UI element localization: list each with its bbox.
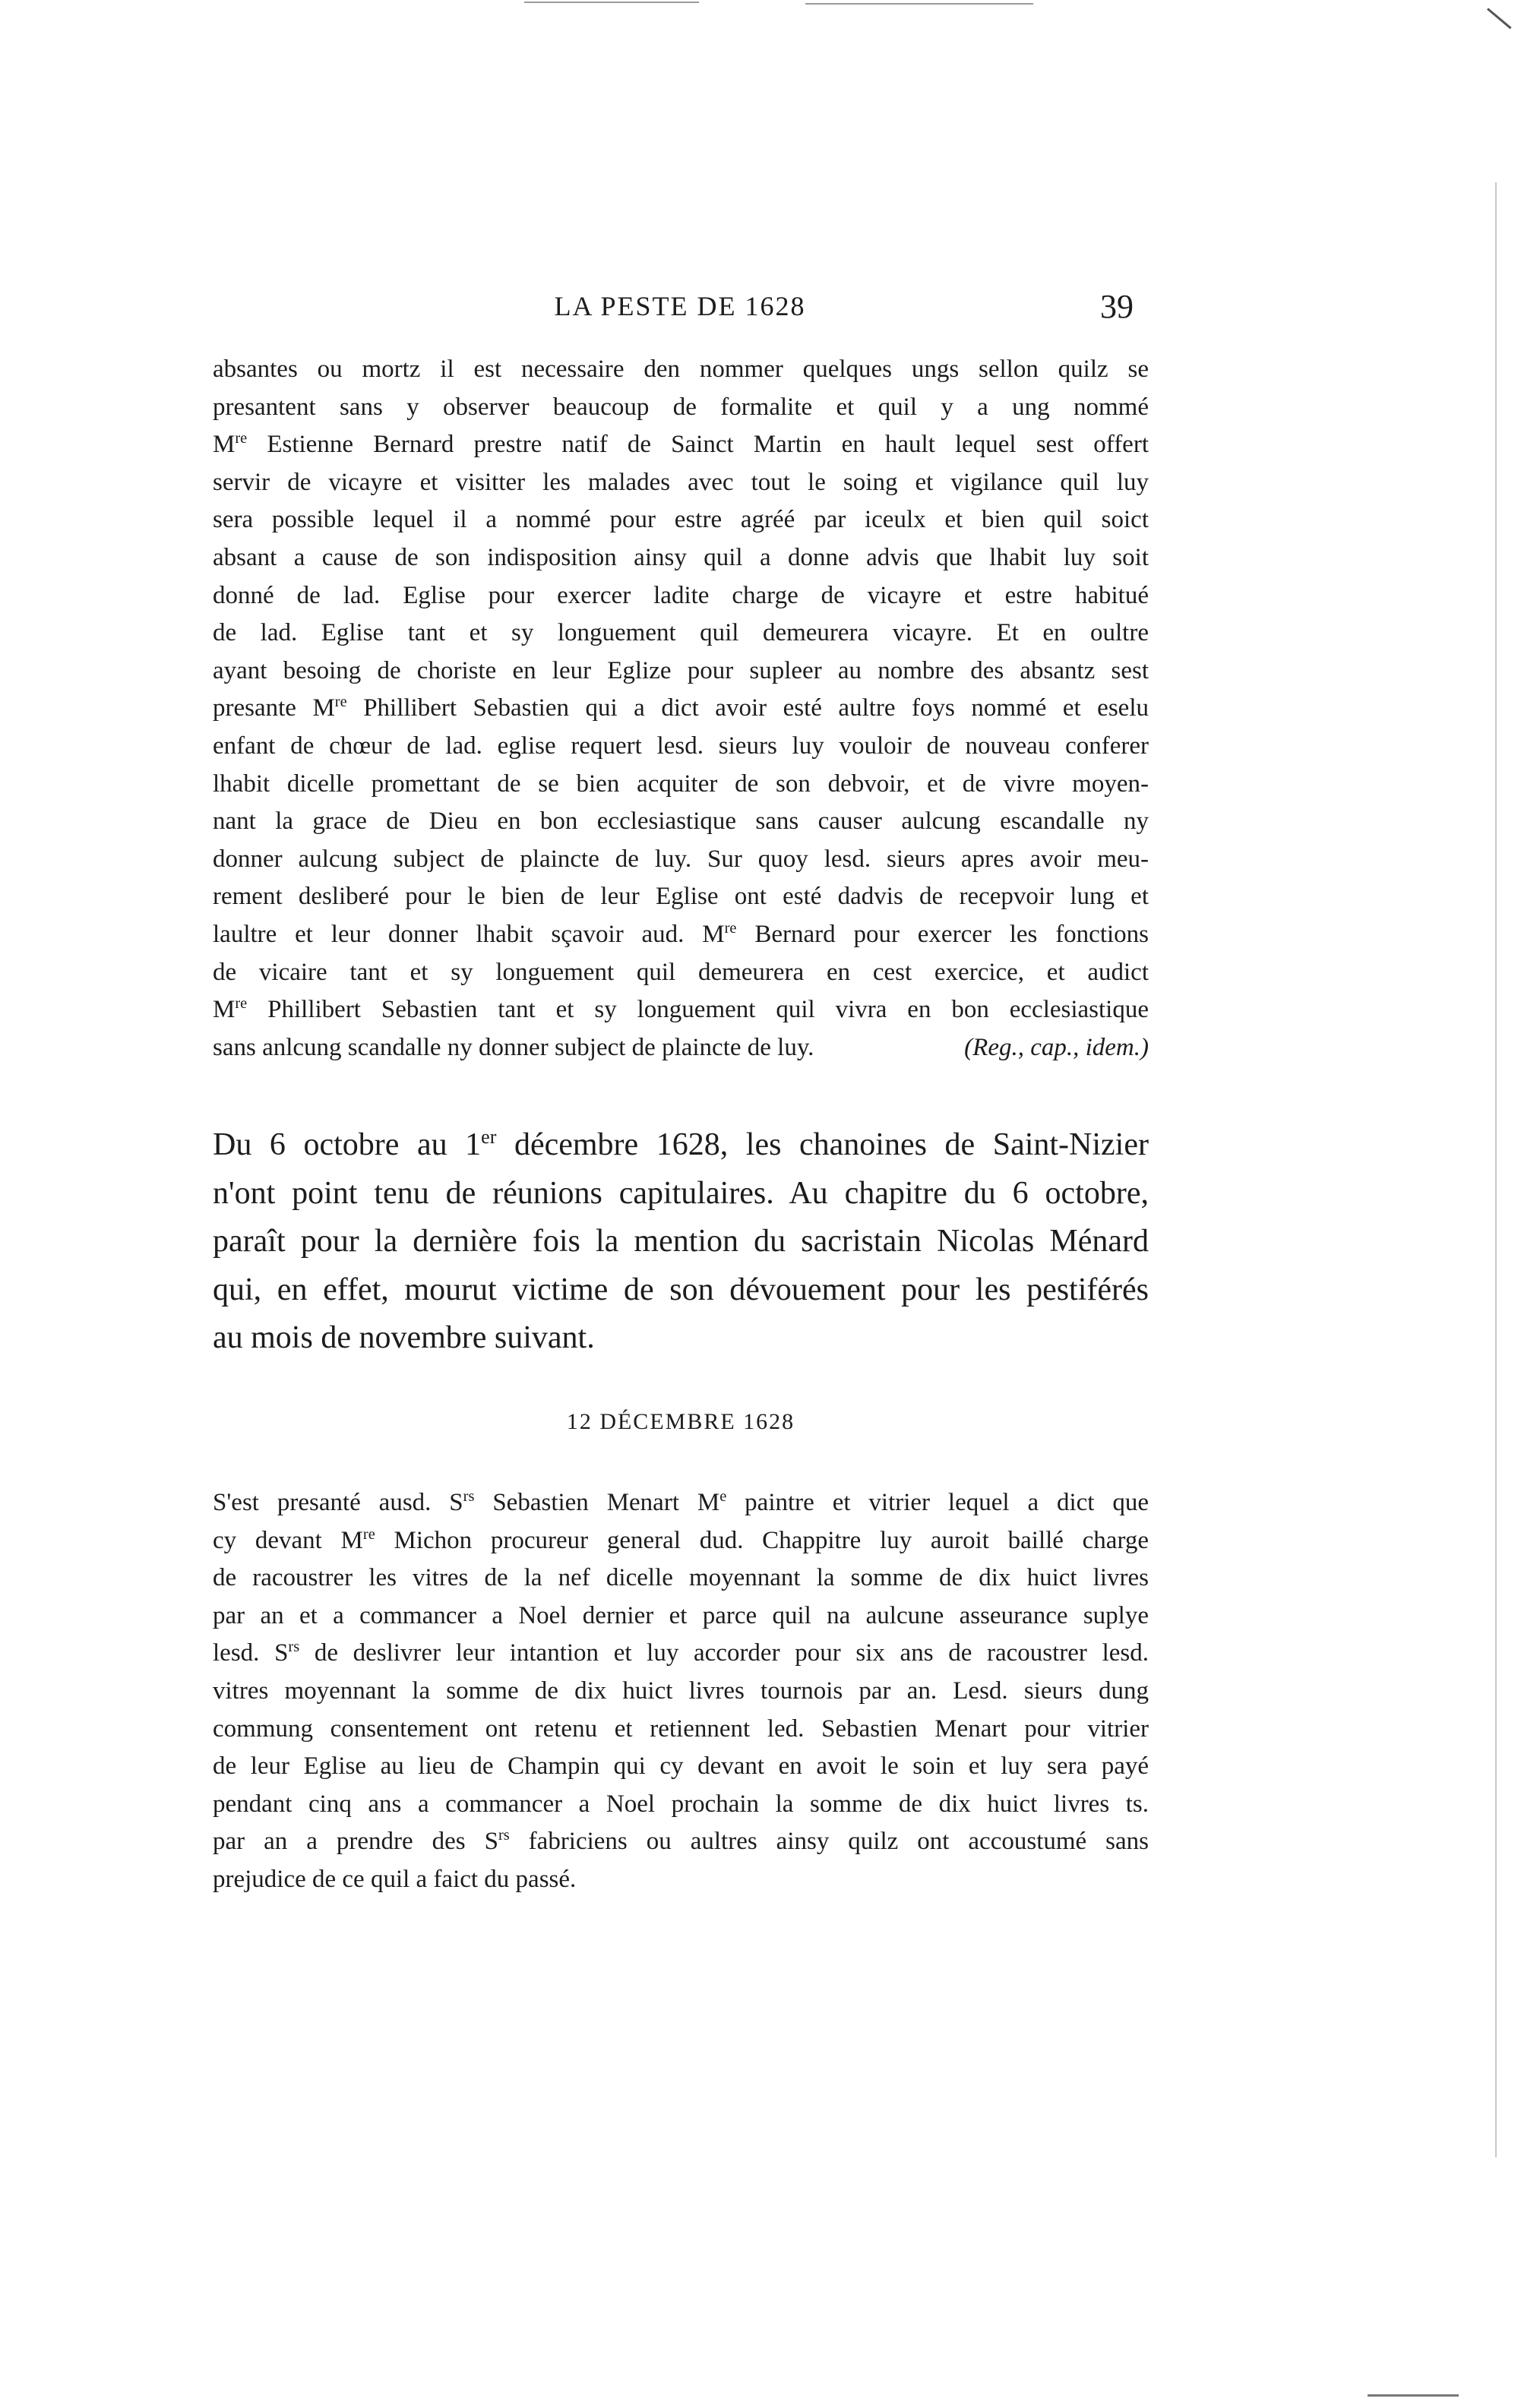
text-line: par an et a commancer a Noel dernier et parce quil na aulcune asseurance suplye (213, 1601, 1149, 1629)
text-line: absantes ou mortz il est necessaire den nommer quelques ungs sellon quilz se (213, 356, 1149, 383)
text-line: donner aulcung subject de plaincte de luy. Sur quoy lesd. sieurs apres avoir meu- (213, 845, 1149, 873)
text-line: Mre Phillibert Sebastien tant et sy longuement quil vivra en bon ecclesiastique (213, 995, 1149, 1024)
text-line: presantent sans y observer beaucoup de formalite et quil y a ung nommé (213, 393, 1149, 421)
text-line: par an a prendre des $S^{rs}$ fabriciens ou aultres ainsy quilz ont accoustumé sans (213, 1827, 1149, 1856)
text-line: laultre et leur donner lhabit sçavoir aud. Mre Bernard pour exercer les fonctions (213, 919, 1149, 948)
text-line: Du 6 octobre au 1er décembre 1628, les chanoines de Saint-Nizier (213, 1126, 1149, 1162)
text-line: servir de vicayre et visitter les malades avec tout le soing et vigilance quil luy (213, 468, 1149, 496)
text-line: presante Mre Phillibert Sebastien qui a dict avoir esté aultre foys nommé et eselu (213, 694, 1149, 722)
text-line: n'ont point tenu de réunions capitulaires. Au chapitre du 6 octobre, (213, 1175, 1149, 1211)
text-line: sera possible lequel il a nommé pour estre agréé par iceulx et bien quil soict (213, 506, 1149, 534)
text-line: commung consentement ont retenu et retiennent led. Sebastien Menart pour vitrier (213, 1714, 1149, 1743)
text-line: de lad. Eglise tant et sy longuement quil demeurera vicayre. Et en oultre (213, 619, 1149, 647)
running-head (213, 290, 1147, 336)
scan-artifact-top-left (524, 2, 699, 3)
text-line: de leur Eglise au lieu de Champin qui cy devant en avoit le soin et luy sera payé (213, 1752, 1149, 1781)
text-line: absant a cause de son indisposition ainsy quil a donne advis que lhabit luy soit (213, 543, 1149, 571)
scan-artifact-right-edge (1495, 182, 1497, 2157)
scan-artifact-bottom-right (1368, 2394, 1459, 2397)
text-line: lhabit dicelle promettant de se bien acquiter de son debvoir, et de vivre moyen- (213, 769, 1149, 798)
running-title: LA PESTE DE 1628 (554, 291, 806, 321)
text-line: rement desliberé pour le bien de leur Eglise ont esté dadvis de recepvoir lung et (213, 883, 1149, 911)
text-line: sans anlcung scandalle ny donner subject de plaincte de luy. (Reg., cap., idem.) (213, 1029, 1149, 1067)
text-line: lesd. $S^{rs}$ de deslivrer leur intantion et luy accorder pour six ans de racoustrer lesd. (213, 1639, 1149, 1667)
text-line: nant la grace de Dieu en bon ecclesiastique sans causer aulcung escandalle ny (213, 807, 1149, 836)
text-line: qui, en effet, mourut victime de son dévouement pour les pestiférés (213, 1272, 1149, 1307)
quoted-register-passage-1 (213, 351, 1149, 1067)
citation: (Reg., cap., idem.) (964, 1033, 1149, 1061)
text-line: paraît pour la dernière fois la mention du sacristain Nicolas Ménard (213, 1224, 1149, 1259)
text-line: S'est presanté ausd. $S^{rs}$ Sebastien Menart Me paintre et vitrier lequel a dict que (213, 1488, 1149, 1516)
text-line: donné de lad. Eglise pour exercer ladite charge de vicayre et estre habitué (213, 581, 1149, 609)
text-line: de racoustrer les vitres de la nef dicelle moyennant la somme de dix huict livres (213, 1564, 1149, 1592)
scan-artifact-top-right (805, 3, 1033, 5)
section-heading: 12 DÉCEMBRE 1628 (566, 1409, 795, 1434)
text-line: pendant cinq ans a commancer a Noel prochain la somme de dix huict livres ts. (213, 1790, 1149, 1818)
page-number: 39 (1100, 288, 1134, 325)
text-line: ayant besoing de choriste en leur Eglize pour supleer au nombre des absantz sest (213, 656, 1149, 684)
text-line: prejudice de ce quil a faict du passé. (213, 1865, 577, 1893)
quoted-register-passage-2 (213, 1484, 1149, 1899)
text-line: vitres moyennant la somme de dix huict livres tournois par an. Lesd. sieurs dung (213, 1676, 1149, 1705)
text-line: enfant de chœur de lad. eglise requert lesd. sieurs luy vouloir de nouveau conferer (213, 732, 1149, 760)
text-line: cy devant Mre Michon procureur general dud. Chappitre luy auroit baillé charge (213, 1525, 1149, 1554)
text-line: au mois de novembre suivant. (213, 1320, 595, 1356)
text-line: Mre Estienne Bernard prestre natif de Sainct Martin en hault lequel sest offert (213, 430, 1149, 459)
scan-artifact-corner-mark (1487, 8, 1512, 29)
text-line: de vicaire tant et sy longuement quil demeurera en cest exercice, et audict (213, 958, 1149, 986)
body-paragraph (213, 1121, 1149, 1363)
